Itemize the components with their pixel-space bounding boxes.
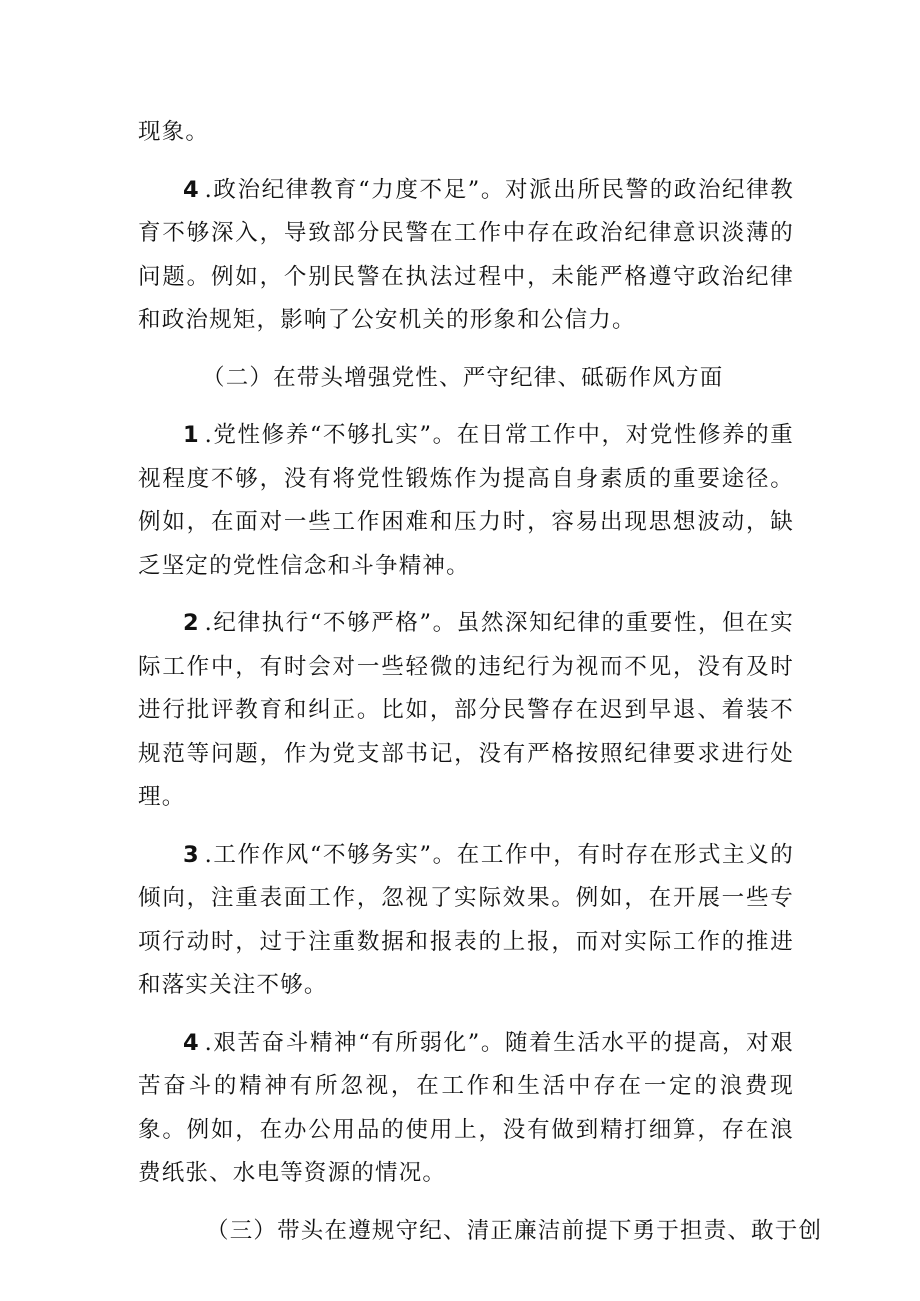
item-number: 4 (183, 176, 199, 203)
document-body (138, 111, 823, 1267)
item-paragraph (138, 414, 794, 588)
continuation-paragraph: 现象。 (138, 119, 210, 145)
item-text: .政治纪律教育“力度不足”。对派出所民警的政治纪律教育不够深入，导致部分民警在工作中存在政治纪律意识淡薄的问题。例如，个别民警在执法过程中，未能严格遵守政治纪律和政治规矩，影响了公安机关的形象和公信力。 (138, 176, 794, 333)
item-number: 2 (183, 610, 199, 636)
item-text: .党性修养“不够扎实”。在日常工作中，对党性修养的重视程度不够，没有将党性锻炼作为提高自身素质的重要途径。例如，在面对一些工作困难和压力时，容易出现思想波动，缺乏坚定的党性信念和斗争精神。 (138, 422, 794, 579)
item-paragraph (138, 834, 794, 1008)
item-paragraph (138, 602, 794, 820)
item-text: .纪律执行“不够严格”。虽然深知纪律的重要性，但在实际工作中，有时会对一些轻微的违纪行为视而不见，没有及时进行批评教育和纠正。比如，部分民警存在迟到早退、着装不规范等问题，作为党支部书记，没有严格按照纪律要求进行处理。 (138, 610, 794, 810)
item-text: .工作作风“不够务实”。在工作中，有时存在形式主义的倾向，注重表面工作，忽视了实际效果。例如，在开展一些专项行动时，过于注重数据和报表的上报，而对实际工作的推进和落实关注不够。 (138, 841, 794, 998)
item-number: 1 (183, 422, 199, 448)
section-heading: （三）带头在遵规守纪、清正廉洁前提下勇于担责、敢于创 (206, 1217, 823, 1244)
item-paragraph (138, 169, 794, 343)
item-number: 4 (183, 1029, 199, 1056)
item-text: .艰苦奋斗精神“有所弱化”。随着生活水平的提高，对艰苦奋斗的精神有所忽视，在工作和生活中存在一定的浪费现象。例如，在办公用品的使用上，没有做到精打细算，存在浪费纸张、水电等资源的情况。 (138, 1029, 794, 1186)
item-paragraph (138, 1022, 794, 1196)
section-heading: （二）在带头增强党性、严守纪律、砥砺作风方面 (202, 364, 724, 391)
item-number: 3 (183, 841, 199, 868)
